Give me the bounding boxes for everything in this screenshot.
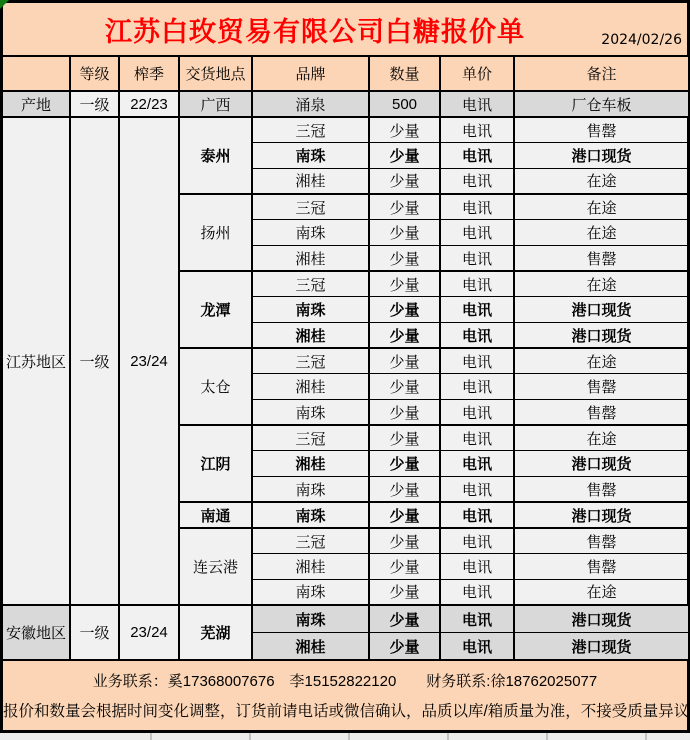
cell-price: 电讯 xyxy=(440,297,514,323)
cell-location: 广西 xyxy=(179,91,252,117)
footer-disclaimer: 报价和数量会根据时间变化调整，订货前请电话或微信确认，品质以库/箱质量为准，不接受质量异议 xyxy=(3,703,690,721)
cell-brand: 涌泉 xyxy=(252,91,369,117)
cell-quantity: 少量 xyxy=(369,451,440,477)
cell-brand: 三冠 xyxy=(252,425,369,451)
header-cell-grade: 等级 xyxy=(70,57,119,91)
cell-price: 电讯 xyxy=(440,220,514,246)
cell-note: 港口现货 xyxy=(514,502,688,528)
cell-note: 在途 xyxy=(514,579,688,605)
cell-brand: 南珠 xyxy=(252,220,369,246)
cell-price: 电讯 xyxy=(440,633,514,661)
cell-quantity: 少量 xyxy=(369,502,440,528)
cell-price: 电讯 xyxy=(440,579,514,605)
cell-price: 电讯 xyxy=(440,245,514,271)
cell-location: 龙潭 xyxy=(179,271,252,348)
cell-quantity: 少量 xyxy=(369,348,440,374)
cell-quantity: 少量 xyxy=(369,297,440,323)
cell-note: 售罄 xyxy=(514,245,688,271)
header-cell-location: 交货地点 xyxy=(179,57,252,91)
header-cell-season: 榨季 xyxy=(119,57,179,91)
cell-brand: 湘桂 xyxy=(252,633,369,661)
cell-price: 电讯 xyxy=(440,117,514,143)
cell-quantity: 少量 xyxy=(369,554,440,580)
cell-price: 电讯 xyxy=(440,502,514,528)
cell-note: 港口现货 xyxy=(514,451,688,477)
cell-note: 港口现货 xyxy=(514,323,688,349)
cell-brand: 三冠 xyxy=(252,194,369,220)
cell-price: 电讯 xyxy=(440,605,514,633)
cell-brand: 湘桂 xyxy=(252,374,369,400)
cell-price: 电讯 xyxy=(440,348,514,374)
cell-location: 扬州 xyxy=(179,194,252,271)
cell-price: 电讯 xyxy=(440,477,514,503)
cell-note: 在途 xyxy=(514,425,688,451)
cell-quantity: 少量 xyxy=(369,605,440,633)
cell-brand: 三冠 xyxy=(252,528,369,554)
cell-note: 港口现货 xyxy=(514,633,688,661)
header-cell-quantity: 数量 xyxy=(369,57,440,91)
cell-brand: 南珠 xyxy=(252,477,369,503)
cell-quantity: 少量 xyxy=(369,117,440,143)
cell-brand: 南珠 xyxy=(252,579,369,605)
cell-grade: 一级 xyxy=(70,605,119,660)
cell-quantity: 少量 xyxy=(369,168,440,194)
cell-brand: 南珠 xyxy=(252,143,369,169)
cell-region: 安徽地区 xyxy=(3,605,70,660)
cell-brand: 湘桂 xyxy=(252,451,369,477)
cell-location: 江阴 xyxy=(179,425,252,502)
cell-brand: 南珠 xyxy=(252,400,369,426)
footer-band xyxy=(3,661,690,730)
header-cell-price: 单价 xyxy=(440,57,514,91)
cell-quantity: 少量 xyxy=(369,633,440,661)
cell-brand: 湘桂 xyxy=(252,554,369,580)
cell-season: 22/23 xyxy=(119,91,179,117)
header-cell-note: 备注 xyxy=(514,57,688,91)
title-bar xyxy=(3,3,687,57)
cell-location: 泰州 xyxy=(179,117,252,194)
cell-price: 电讯 xyxy=(440,194,514,220)
sheet-date: 2024/02/26 xyxy=(601,32,682,48)
cell-season: 23/24 xyxy=(119,117,179,605)
cell-brand: 湘桂 xyxy=(252,323,369,349)
cell-note: 售罄 xyxy=(514,554,688,580)
cell-price: 电讯 xyxy=(440,425,514,451)
cell-brand: 南珠 xyxy=(252,502,369,528)
header-cell-brand: 品牌 xyxy=(252,57,369,91)
cell-price: 电讯 xyxy=(440,271,514,297)
cell-price: 电讯 xyxy=(440,168,514,194)
cell-brand: 湘桂 xyxy=(252,245,369,271)
cell-brand: 南珠 xyxy=(252,605,369,633)
cell-price: 电讯 xyxy=(440,143,514,169)
cell-origin: 产地 xyxy=(3,91,70,117)
cell-note: 售罄 xyxy=(514,528,688,554)
cell-location: 芜湖 xyxy=(179,605,252,660)
cell-note: 售罄 xyxy=(514,400,688,426)
cell-brand: 三冠 xyxy=(252,271,369,297)
cell-quantity: 少量 xyxy=(369,271,440,297)
cell-note: 在途 xyxy=(514,168,688,194)
cell-price: 电讯 xyxy=(440,91,514,117)
cell-note: 在途 xyxy=(514,348,688,374)
cell-price: 电讯 xyxy=(440,323,514,349)
excel-error-triangle-icon xyxy=(0,0,9,9)
cell-brand: 三冠 xyxy=(252,117,369,143)
cell-note: 港口现货 xyxy=(514,605,688,633)
cell-note: 售罄 xyxy=(514,374,688,400)
cell-quantity: 少量 xyxy=(369,245,440,271)
cell-note: 在途 xyxy=(514,271,688,297)
cell-quantity: 少量 xyxy=(369,194,440,220)
cell-season: 23/24 xyxy=(119,605,179,660)
cell-location: 太仓 xyxy=(179,348,252,425)
cell-location: 连云港 xyxy=(179,528,252,605)
cell-quantity: 少量 xyxy=(369,374,440,400)
cell-quantity: 少量 xyxy=(369,220,440,246)
cell-quantity: 少量 xyxy=(369,425,440,451)
cell-price: 电讯 xyxy=(440,554,514,580)
cell-quantity: 少量 xyxy=(369,579,440,605)
spreadsheet-grid-strip xyxy=(0,733,690,740)
cell-quantity: 少量 xyxy=(369,528,440,554)
quote-table xyxy=(3,57,688,661)
cell-note: 售罄 xyxy=(514,117,688,143)
cell-brand: 南珠 xyxy=(252,297,369,323)
cell-price: 电讯 xyxy=(440,374,514,400)
cell-price: 电讯 xyxy=(440,400,514,426)
cell-brand: 湘桂 xyxy=(252,168,369,194)
cell-note: 在途 xyxy=(514,220,688,246)
cell-note: 厂仓车板 xyxy=(514,91,688,117)
cell-note: 港口现货 xyxy=(514,297,688,323)
cell-grade: 一级 xyxy=(70,91,119,117)
cell-grade: 一级 xyxy=(70,117,119,605)
cell-location: 南通 xyxy=(179,502,252,528)
cell-quantity: 少量 xyxy=(369,477,440,503)
cell-note: 港口现货 xyxy=(514,143,688,169)
sheet-title: 江苏白玫贸易有限公司白糖报价单 xyxy=(105,16,525,48)
header-cell-origin xyxy=(3,57,70,91)
cell-note: 在途 xyxy=(514,194,688,220)
cell-quantity: 少量 xyxy=(369,143,440,169)
cell-brand: 三冠 xyxy=(252,348,369,374)
cell-quantity: 少量 xyxy=(369,400,440,426)
cell-price: 电讯 xyxy=(440,451,514,477)
footer-contacts: 业务联系：奚17368007676 李15152822120 财务联系:徐18762025077 xyxy=(92,672,598,690)
cell-quantity: 少量 xyxy=(369,323,440,349)
cell-price: 电讯 xyxy=(440,528,514,554)
cell-note: 售罄 xyxy=(514,477,688,503)
cell-quantity: 500 xyxy=(369,91,440,117)
cell-region: 江苏地区 xyxy=(3,117,70,605)
